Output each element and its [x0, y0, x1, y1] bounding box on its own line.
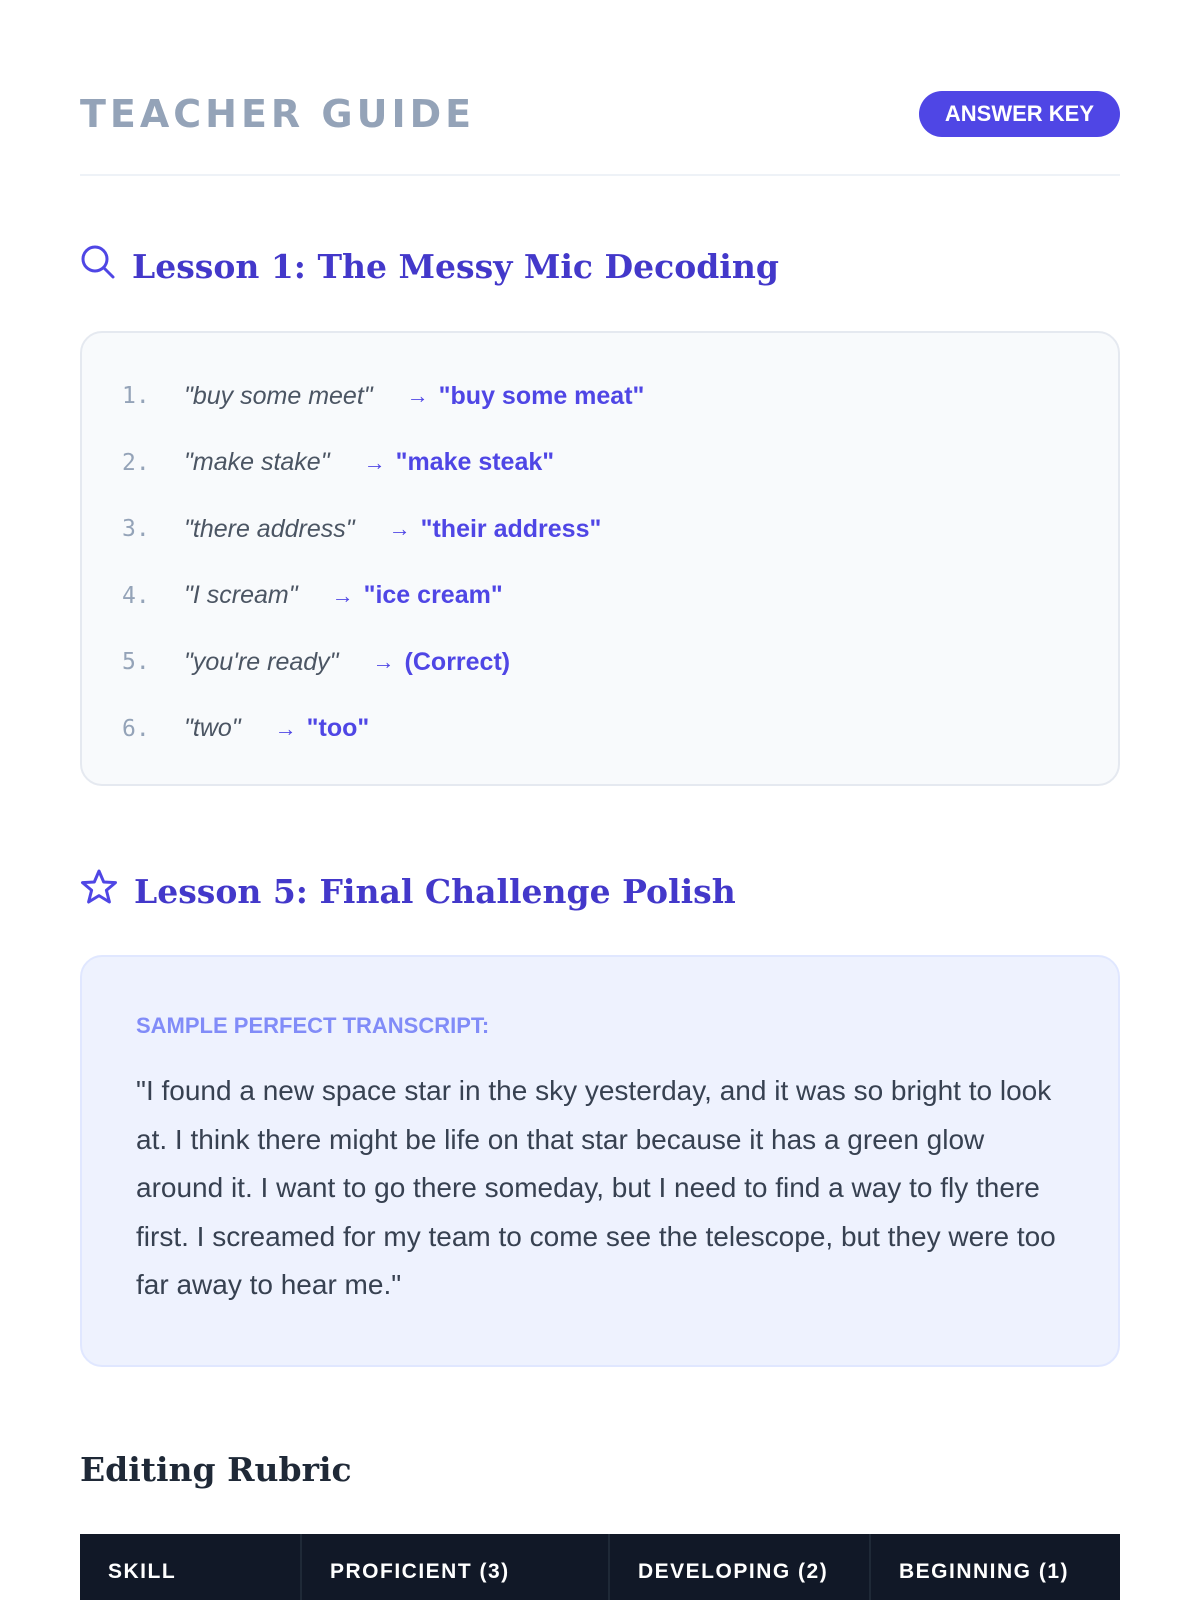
correct-phrase: "buy some meat" — [438, 381, 645, 410]
answer-list — [122, 363, 1078, 762]
transcript-text: "I found a new space star in the sky yesterday, and it was so bright to look at. I think there might be life on that star because it has a green glow around it. I want to go there someday, but I need to find a way to fly there first. I screamed for my team to come see the telescope, but they were too far away to hear me." — [136, 1075, 1056, 1300]
incorrect-phrase: "make stake" — [184, 448, 330, 477]
answer-card — [80, 331, 1120, 786]
list-item — [122, 563, 1078, 630]
rubric-column-beginning: BEGINNING (1) — [899, 1560, 1070, 1583]
item-number: 3. — [122, 516, 150, 543]
item-number: 2. — [122, 449, 150, 476]
guide-title: TEACHER GUIDE — [80, 92, 476, 136]
rubric-heading: Editing Rubric — [80, 1450, 352, 1489]
rubric-column-proficient: PROFICIENT (3) — [302, 1534, 610, 1600]
list-item — [122, 696, 1078, 763]
transcript-card — [80, 955, 1120, 1367]
correct-phrase: (Correct) — [404, 647, 511, 676]
answer-key-badge: ANSWER KEY — [919, 91, 1120, 137]
item-number: 1. — [122, 383, 150, 410]
item-number: 6. — [122, 715, 150, 742]
lesson5-title: Lesson 5: Final Challenge Polish — [134, 871, 736, 911]
incorrect-phrase: "I scream" — [184, 581, 298, 610]
arrow-icon: → — [331, 582, 354, 608]
lesson1-heading — [80, 244, 779, 288]
header-divider — [80, 174, 1120, 176]
guide-header — [80, 82, 1120, 146]
rubric-column-skill: SKILL — [80, 1534, 302, 1600]
arrow-icon: → — [406, 383, 429, 409]
transcript-label: SAMPLE PERFECT TRANSCRIPT: — [136, 1013, 490, 1038]
list-item — [122, 629, 1078, 696]
item-number: 4. — [122, 582, 150, 609]
list-item — [122, 496, 1078, 563]
correct-phrase: "make steak" — [395, 448, 555, 477]
correct-phrase: "too" — [306, 714, 370, 743]
arrow-icon: → — [388, 516, 411, 542]
lesson5-heading — [80, 868, 736, 914]
incorrect-phrase: "there address" — [184, 514, 355, 543]
correct-phrase: "ice cream" — [363, 581, 503, 610]
incorrect-phrase: "buy some meet" — [184, 381, 373, 410]
arrow-icon: → — [274, 715, 297, 741]
incorrect-phrase: "you're ready" — [184, 647, 339, 676]
lesson1-title: Lesson 1: The Messy Mic Decoding — [132, 246, 779, 286]
correct-phrase: "their address" — [420, 514, 602, 543]
incorrect-phrase: "two" — [184, 714, 241, 743]
star-icon — [80, 868, 134, 914]
list-item — [122, 430, 1078, 497]
search-icon — [80, 244, 132, 288]
rubric-column-developing: DEVELOPING (2) — [610, 1534, 871, 1600]
arrow-icon: → — [363, 449, 386, 475]
list-item — [122, 363, 1078, 430]
item-number: 5. — [122, 649, 150, 676]
rubric-table-header — [80, 1534, 1120, 1600]
arrow-icon: → — [372, 649, 395, 675]
